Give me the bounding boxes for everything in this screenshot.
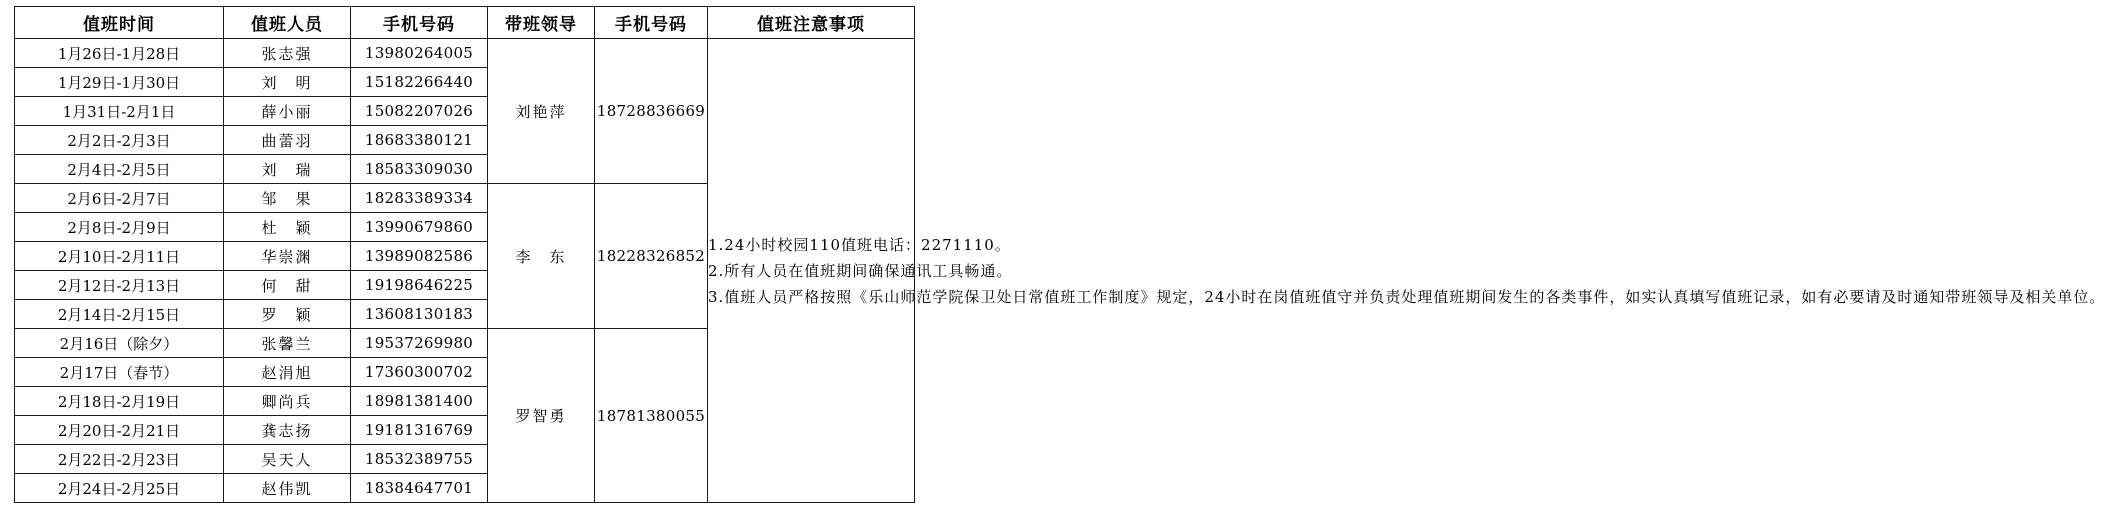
duty-notes-cell <box>708 39 2105 503</box>
staff-name-cell: 吴天人 <box>224 445 351 474</box>
staff-name-cell: 张志强 <box>224 39 351 68</box>
note-item: 3.值班人员严格按照《乐山师范学院保卫处日常值班工作制度》规定，24小时在岗值班值守并负责处理值班期间发生的各类事件，如实认真填写值班记录，如有必要请及时通知带班领导及相关单位。 <box>708 287 2105 306</box>
leader-phone-cell: 18228326852 <box>595 184 708 329</box>
staff-phone-cell: 19537269980 <box>351 329 488 358</box>
staff-phone-cell: 18583309030 <box>351 155 488 184</box>
header-notes: 值班注意事项 <box>708 7 915 39</box>
staff-phone-cell: 18683380121 <box>351 126 488 155</box>
header-leader-phone: 手机号码 <box>595 7 708 39</box>
staff-phone-cell: 13990679860 <box>351 213 488 242</box>
header-duty-staff: 值班人员 <box>224 7 351 39</box>
leader-phone-cell: 18781380055 <box>595 329 708 503</box>
staff-phone-cell: 17360300702 <box>351 358 488 387</box>
duty-time-cell: 2月10日-2月11日 <box>15 242 224 271</box>
staff-name-cell: 邹 果 <box>224 184 351 213</box>
duty-time-cell: 2月24日-2月25日 <box>15 474 224 503</box>
duty-time-cell: 2月12日-2月13日 <box>15 271 224 300</box>
duty-time-cell: 1月31日-2月1日 <box>15 97 224 126</box>
leader-name-cell: 李 东 <box>488 184 595 329</box>
duty-time-cell: 2月6日-2月7日 <box>15 184 224 213</box>
staff-name-cell: 赵伟凯 <box>224 474 351 503</box>
staff-phone-cell: 15182266440 <box>351 68 488 97</box>
duty-time-cell: 2月22日-2月23日 <box>15 445 224 474</box>
staff-phone-cell: 13980264005 <box>351 39 488 68</box>
duty-time-cell: 2月14日-2月15日 <box>15 300 224 329</box>
header-row <box>15 7 915 39</box>
header-leader: 带班领导 <box>488 7 595 39</box>
staff-name-cell: 何 甜 <box>224 271 351 300</box>
staff-name-cell: 杜 颖 <box>224 213 351 242</box>
staff-phone-cell: 19198646225 <box>351 271 488 300</box>
duty-time-cell: 2月2日-2月3日 <box>15 126 224 155</box>
staff-name-cell: 曲蕾羽 <box>224 126 351 155</box>
leader-name-cell: 罗智勇 <box>488 329 595 503</box>
duty-time-cell: 2月4日-2月5日 <box>15 155 224 184</box>
leader-name-cell: 刘艳萍 <box>488 39 595 184</box>
staff-phone-cell: 18283389334 <box>351 184 488 213</box>
staff-name-cell: 龚志扬 <box>224 416 351 445</box>
staff-name-cell: 卿尚兵 <box>224 387 351 416</box>
staff-name-cell: 薛小丽 <box>224 97 351 126</box>
duty-schedule-table <box>14 6 2105 503</box>
staff-name-cell: 罗 颖 <box>224 300 351 329</box>
duty-time-cell: 1月29日-1月30日 <box>15 68 224 97</box>
staff-phone-cell: 18532389755 <box>351 445 488 474</box>
duty-time-cell: 2月20日-2月21日 <box>15 416 224 445</box>
duty-time-cell: 2月8日-2月9日 <box>15 213 224 242</box>
duty-time-cell: 1月26日-1月28日 <box>15 39 224 68</box>
header-duty-time: 值班时间 <box>15 7 224 39</box>
duty-time-cell: 2月17日（春节） <box>15 358 224 387</box>
staff-name-cell: 赵涓旭 <box>224 358 351 387</box>
staff-name-cell: 华崇渊 <box>224 242 351 271</box>
staff-phone-cell: 15082207026 <box>351 97 488 126</box>
staff-phone-cell: 13608130183 <box>351 300 488 329</box>
leader-phone-cell: 18728836669 <box>595 39 708 184</box>
note-item: 2.所有人员在值班期间确保通讯工具畅通。 <box>708 261 1013 280</box>
duty-time-cell: 2月16日（除夕） <box>15 329 224 358</box>
staff-phone-cell: 18981381400 <box>351 387 488 416</box>
staff-phone-cell: 18384647701 <box>351 474 488 503</box>
staff-name-cell: 刘 瑞 <box>224 155 351 184</box>
staff-phone-cell: 13989082586 <box>351 242 488 271</box>
header-staff-phone: 手机号码 <box>351 7 488 39</box>
duty-time-cell: 2月18日-2月19日 <box>15 387 224 416</box>
staff-name-cell: 张馨兰 <box>224 329 351 358</box>
staff-name-cell: 刘 明 <box>224 68 351 97</box>
staff-phone-cell: 19181316769 <box>351 416 488 445</box>
table-row <box>15 39 915 68</box>
note-item: 1.24小时校园110值班电话：2271110。 <box>708 235 1011 254</box>
